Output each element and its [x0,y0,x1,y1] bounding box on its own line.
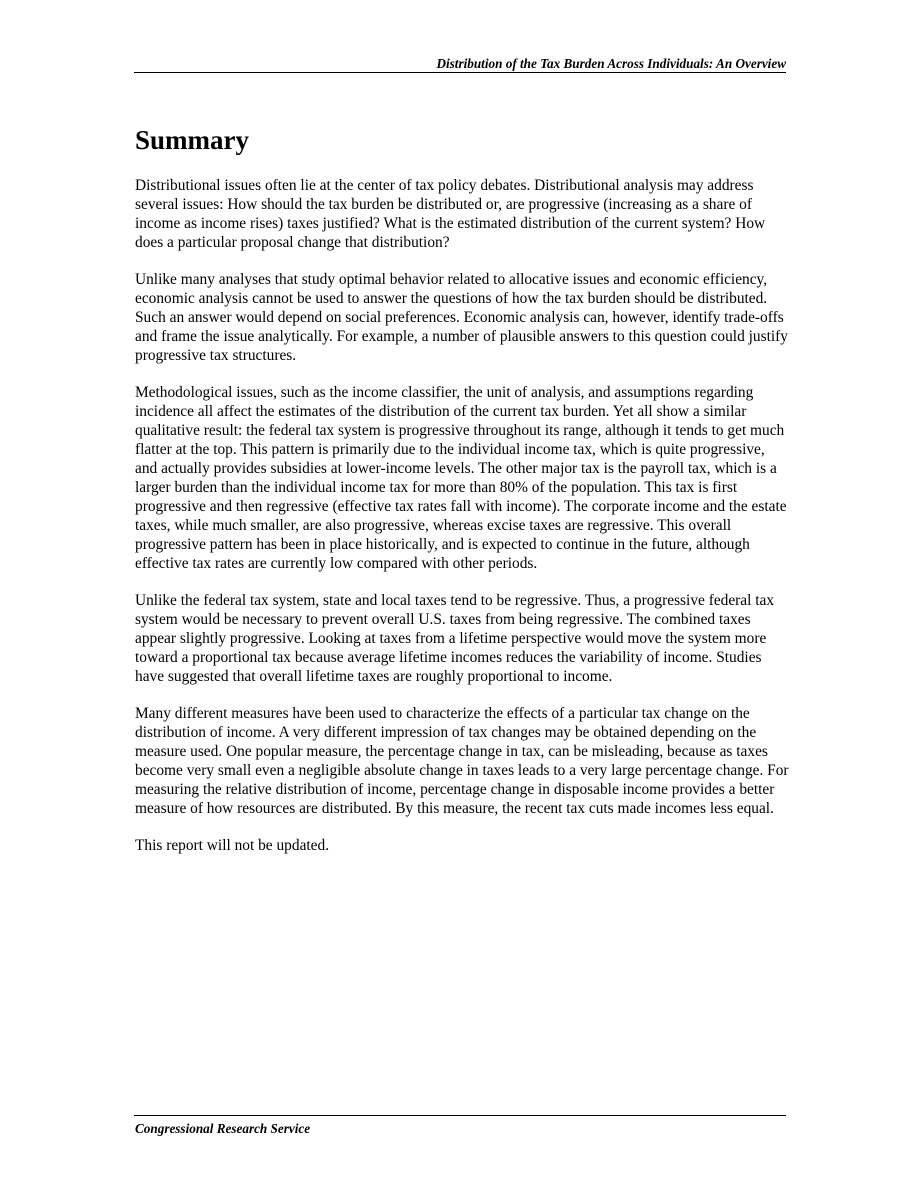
page-title: Summary [135,125,249,155]
paragraph-6: This report will not be updated. [135,837,330,854]
header-rule [134,72,786,73]
paragraph-5: Many different measures have been used to characterize the effects of a particular tax change on the distribution of income. A very different impression of tax changes may be obtained depending on the measure used. One popular measure, the percentage change in tax, can be misleading, because as taxes become very small even a negligible absolute change in taxes leads to a very large percentage change. For measuring the relative distribution of income, percentage change in disposable income provides a better measure of how resources are distributed. By this measure, the recent tax cuts made incomes less equal. [135,705,789,817]
paragraph-4: Unlike the federal tax system, state and local taxes tend to be regressive. Thus, a progressive federal tax system would be necessary to prevent overall U.S. taxes from being regressive. The combined taxes appear slightly progressive. Looking at taxes from a lifetime perspective would move the system more toward a proportional tax because average lifetime incomes reduces the variability of income. Studies have suggested that overall lifetime taxes are roughly proportional to income. [135,592,775,685]
running-footer: Congressional Research Service [135,1121,311,1136]
running-header: Distribution of the Tax Burden Across Individuals: An Overview [436,56,786,71]
paragraph-1: Distributional issues often lie at the center of tax policy debates. Distributional analysis may address several issues: How should the tax burden be distributed or, are progressive (increasing as a share of income as income rises) taxes justified? What is the estimated distribution of the current system? How does a particular proposal change that distribution? [135,177,766,251]
summary-body [135,176,789,873]
footer-rule [134,1115,786,1116]
paragraph-2: Unlike many analyses that study optimal behavior related to allocative issues and economic efficiency, economic analysis cannot be used to answer the questions of how the tax burden should be distributed. Such an answer would depend on social preferences. Economic analysis can, however, identify trade-offs and frame the issue analytically. For example, a number of plausible answers to this question could justify progressive tax structures. [135,271,788,364]
paragraph-3: Methodological issues, such as the income classifier, the unit of analysis, and assumptions regarding incidence all affect the estimates of the distribution of the current tax burden. Yet all show a similar qualitative result: the federal tax system is progressive throughout its range, although it tends to get much flatter at the top. This pattern is primarily due to the individual income tax, which is quite progressive, and actually provides subsidies at lower-income levels. The other major tax is the payroll tax, which is a larger burden than the individual income tax for more than 80% of the population. This tax is first progressive and then regressive (effective tax rates fall with income). The corporate income and the estate taxes, while much smaller, are also progressive, whereas excise taxes are regressive. This overall progressive pattern has been in place historically, and is expected to continue in the future, although effective tax rates are currently low compared with other periods. [135,384,787,572]
